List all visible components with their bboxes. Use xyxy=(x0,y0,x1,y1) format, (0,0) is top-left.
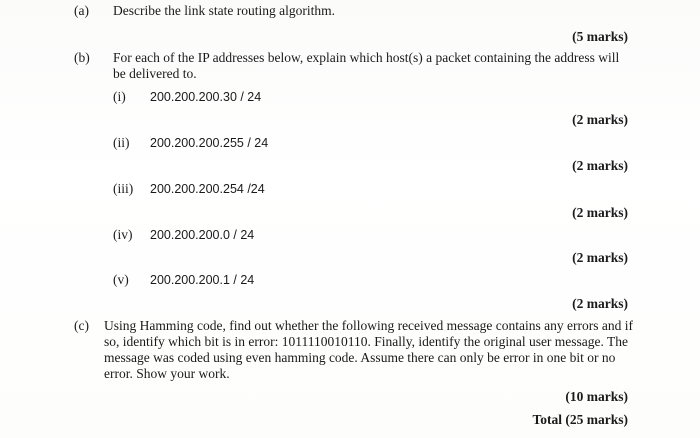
part-b-item-iv-label: (iv) xyxy=(113,227,133,242)
part-b-question: For each of the IP addresses below, explain which host(s) a packet containing the address will be delivered to. xyxy=(113,50,620,81)
total-marks: Total (25 marks) xyxy=(532,412,628,427)
part-b-item-iii-label: (iii) xyxy=(113,181,134,196)
part-c-question: Using Hamming code, find out whether the following received message contains any errors and if so, identify which bit is in error: 1011110010110. Finally, identify the original user message. The message was coded using even hamming code. Assume there can only be error in one bit or no error. Show your work. xyxy=(104,318,633,381)
part-b-item-ii-address: 200.200.200.255 / 24 xyxy=(150,136,269,150)
part-b-item-iii-address: 200.200.200.254 /24 xyxy=(150,182,265,196)
part-b-item-iv-marks: (2 marks) xyxy=(572,250,628,265)
part-b-item-i-marks: (2 marks) xyxy=(572,112,628,127)
part-b-item-ii-marks: (2 marks) xyxy=(572,158,628,173)
part-b-item-iii-marks: (2 marks) xyxy=(572,205,628,220)
part-b-item-i-label: (i) xyxy=(113,89,126,104)
part-a-question: Describe the link state routing algorithm. xyxy=(113,3,335,18)
part-c-marks: (10 marks) xyxy=(565,389,628,404)
part-b-item-iv-address: 200.200.200.0 / 24 xyxy=(150,228,255,242)
part-b-item-ii-label: (ii) xyxy=(113,135,130,150)
part-a-marks: (5 marks) xyxy=(572,29,628,44)
part-b-item-v-label: (v) xyxy=(113,272,129,287)
part-b-item-v-marks: (2 marks) xyxy=(572,296,628,311)
part-a-label: (a) xyxy=(74,3,89,18)
part-b-item-v-address: 200.200.200.1 / 24 xyxy=(150,273,255,287)
part-b-label: (b) xyxy=(74,50,90,65)
part-c-label: (c) xyxy=(74,318,89,333)
part-b-item-i-address: 200.200.200.30 / 24 xyxy=(150,90,262,104)
